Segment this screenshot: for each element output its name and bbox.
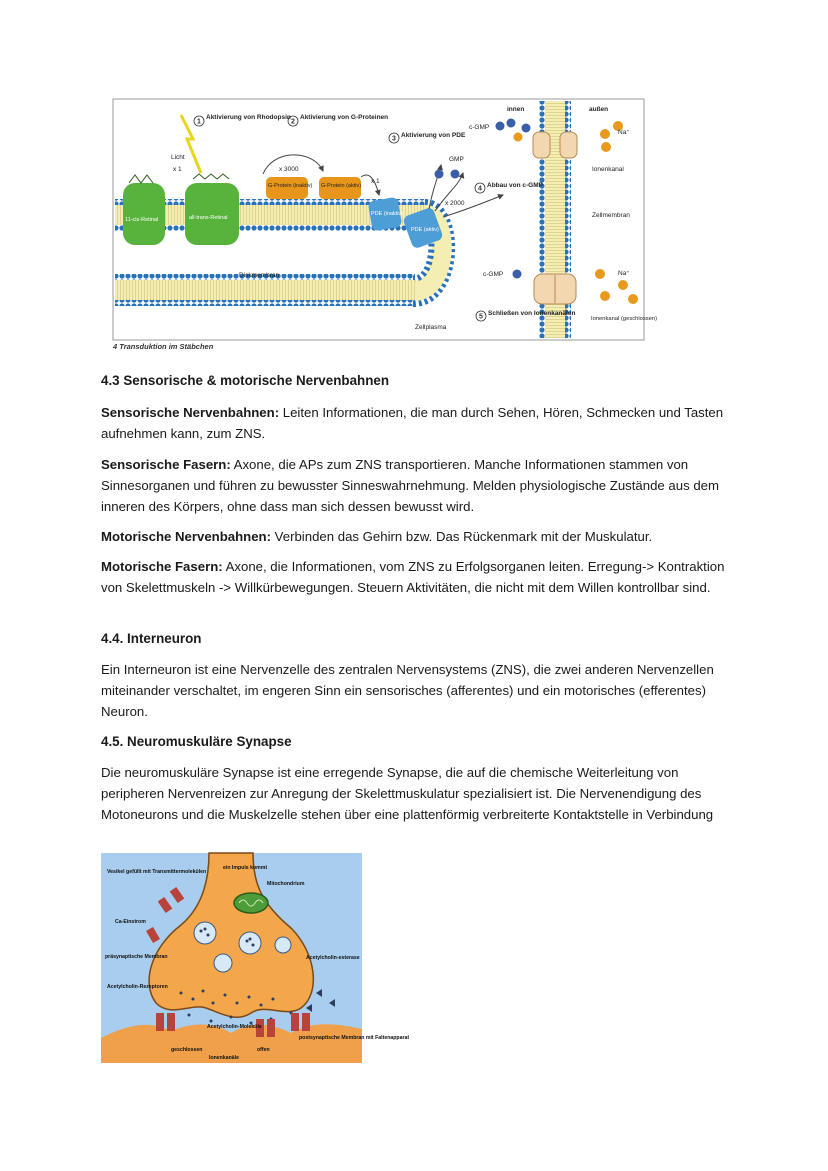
label-cis-retinal: 11-cis-Retinal <box>125 217 159 223</box>
para-motorische-fasern <box>101 556 731 598</box>
svg-text:3: 3 <box>392 135 396 143</box>
label-ionenkanaele: Ionenkanäle <box>209 1055 239 1061</box>
label-postsynaptisch: postsynaptische Membran mit Faltenapparat <box>299 1035 410 1041</box>
para-motorische-nervenbahnen <box>101 526 731 547</box>
label-acetylcholin-molekuele: Acetylcholin-Moleküle <box>207 1024 262 1030</box>
term: Motorische Fasern: <box>101 559 223 574</box>
label-ionenkanal-geschlossen: Ionenkanal (geschlossen) <box>591 316 658 322</box>
label-x1a: x 1 <box>173 166 182 173</box>
ion-channel-closed <box>534 274 576 304</box>
label-na-bottom: Na⁺ <box>618 270 630 277</box>
label-impuls: ein Impuls kommt <box>223 865 268 871</box>
term: Sensorische Nervenbahnen: <box>101 405 280 420</box>
label-gp-aktiv: G-Protein (aktiv) <box>321 183 362 189</box>
label-cgmp-top: c-GMP <box>469 124 490 131</box>
heading-4-5: 4.5. Neuromuskuläre Synapse <box>101 734 292 749</box>
label-licht: Licht <box>171 154 185 161</box>
label-cgmp-bottom: c-GMP <box>483 271 504 278</box>
neuromuscular-synapse-diagram <box>101 853 410 1063</box>
label-gmp: GMP <box>449 156 464 163</box>
svg-text:4: 4 <box>478 185 482 193</box>
label-aussen: außen <box>589 106 609 113</box>
label-step1: Aktivierung von Rhodopsin <box>206 114 291 121</box>
rhodopsin-cis <box>123 175 165 245</box>
label-vesikel: Vesikel gefüllt mit Transmittermolekülen <box>107 869 207 875</box>
label-geschlossen: geschlossen <box>171 1047 203 1053</box>
label-step5: Schließen von Ionenkanälen <box>488 310 576 317</box>
label-pde-inaktiv: PDE (inaktiv) <box>371 211 404 217</box>
svg-text:5: 5 <box>479 313 483 321</box>
para-interneuron: Ein Interneuron ist eine Nervenzelle des zentralen Nervensystems (ZNS), die zwei anderen Nervenzellen miteinander verschaltet, im engeren Sinn ein sensorisches (afferentes) und ein motorisches (efferentes) Neuron. <box>101 662 714 719</box>
label-x1b: x 1 <box>371 178 380 185</box>
label-na-top: Na⁺ <box>618 129 630 136</box>
label-acetylcholinesterase: Acetylcholin-esterase <box>306 955 360 961</box>
label-innen: innen <box>507 106 525 113</box>
para-neuromuskulaere-synapse: Die neuromuskuläre Synapse ist eine erregende Synapse, die auf die chemische Weiterleitung von peripheren Nervenreizen zur Anregung der Skelettmuskulatur spezialisiert ist. Die Nervenendigung des Motoneurons und die Muskelzelle stehen über eine plattenförmig verbreiterte Kontaktstelle in Verbindung <box>101 765 714 822</box>
definition: Leiten Informationen, die man durch Sehen, Hören, Schmecken und Tasten aufnehmen kann, zum ZNS. <box>101 405 724 441</box>
label-pde-aktiv: PDE (aktiv) <box>411 227 439 233</box>
label-zellmembran: Zellmembran <box>592 212 630 219</box>
rod-transduction-diagram <box>113 99 658 340</box>
definition: Axone, die APs zum ZNS transportieren. Manche Informationen stammen von Sinnesorganen und führen zu bewusster Sinneswahrnehmung. Melden physiologische Zustände aus dem inneren des Körpers, ohne dass man sich dessen bewusst wird. <box>101 457 720 514</box>
label-step2: Aktivierung von G-Proteinen <box>300 114 389 121</box>
label-rezeptoren: Acetylcholin-Rezeptoren <box>107 984 168 990</box>
label-x2000: x 2000 <box>445 200 465 207</box>
svg-text:1: 1 <box>197 118 201 126</box>
rhodopsin-trans <box>185 174 239 245</box>
label-ionenkanal: Ionenkanal <box>592 166 624 173</box>
label-mitochondrium: Mitochondrium <box>267 881 305 887</box>
label-diskmembran: Diskmembran <box>239 272 280 279</box>
label-zellplasma: Zellplasma <box>415 324 447 331</box>
label-trans-retinal: all-trans-Retinal <box>189 215 228 221</box>
label-gp-inaktiv: G-Protein (inaktiv) <box>268 183 313 189</box>
term: Motorische Nervenbahnen: <box>101 529 272 544</box>
heading-4-4: 4.4. Interneuron <box>101 631 202 646</box>
para-sensorische-fasern <box>101 454 731 517</box>
label-step4: Abbau von c-GMP <box>487 182 543 189</box>
svg-text:2: 2 <box>291 118 295 126</box>
heading-4-3: 4.3 Sensorische & motorische Nervenbahnen <box>101 373 389 388</box>
term: Sensorische Fasern: <box>101 457 231 472</box>
definition: Axone, die Informationen, vom ZNS zu Erfolgsorganen leiten. Erregung-> Kontraktion von Skelettmuskeln -> Willkürbewegungen. Steuern Aktivitäten, die nicht mit dem Willen kontrollbar sind. <box>101 559 725 595</box>
label-step3: Aktivierung von PDE <box>401 132 466 139</box>
label-offen: offen <box>257 1047 270 1053</box>
label-praesynaptisch: präsynaptische Membran <box>105 954 168 960</box>
label-ca-einstrom: Ca-Einstrom <box>115 919 146 925</box>
para-sensorische-nervenbahnen <box>101 402 731 444</box>
label-x3000: x 3000 <box>279 166 299 173</box>
figure-caption: 4 Transduktion im Stäbchen <box>113 342 214 351</box>
definition: Verbinden das Gehirn bzw. Das Rückenmark mit der Muskulatur. <box>271 529 653 544</box>
